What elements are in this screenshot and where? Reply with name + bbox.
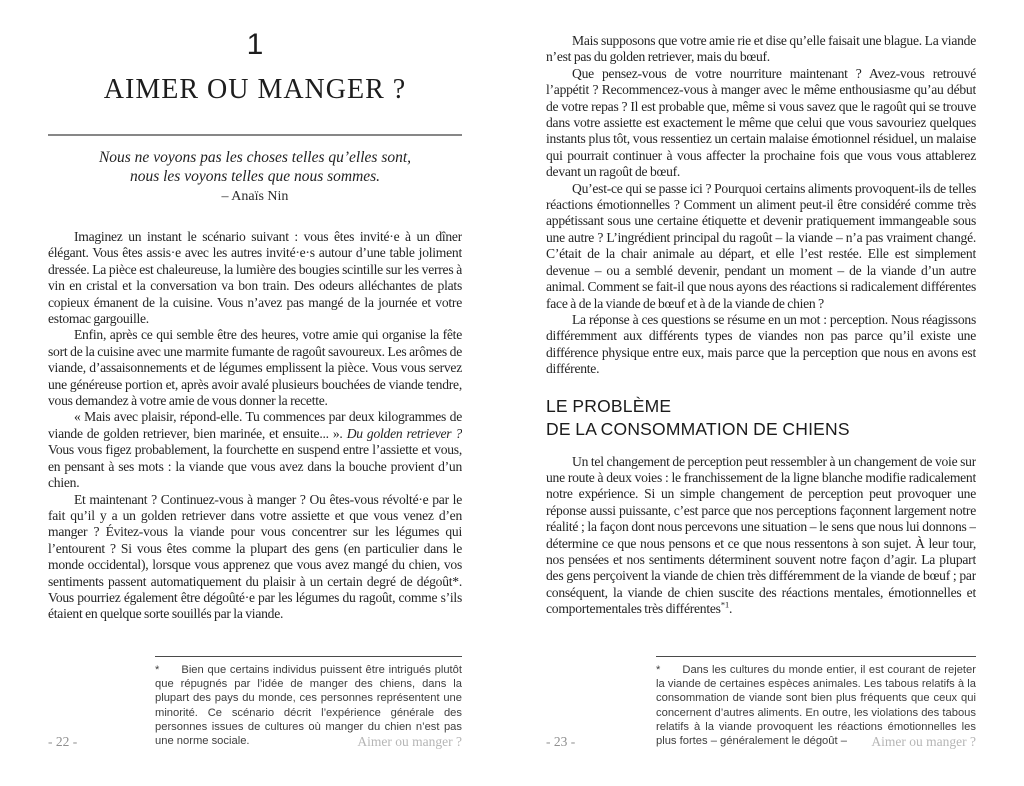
body-text-right	[546, 33, 976, 655]
epigraph-line-2: nous les voyons telles que nous sommes.	[129, 167, 381, 185]
body-paragraph: Imaginez un instant le scénario suivant : vous êtes invité·e à un dîner élégant. Vous êtes assis·e avec les autres invité·e·s autour d’une table joliment dressée. La pièce est chaleureuse, la lumière des bougies scintille sur les verres à vin en cristal et la conversation va bon train. Des odeurs alléchantes de plats copieux émanent de la cuisine. Vous n’avez pas mangé de la journée et votre estomac gargouille.	[48, 229, 462, 327]
chapter-number: 1	[246, 28, 264, 61]
body-paragraph: Enfin, après ce qui semble être des heures, votre amie qui organise la fête sort de la cuisine avec une marmite fumante de ragoût savoureux. Les arômes de viande, d’assaisonnements et de légumes emplissent la pièce. Vous vous servez une généreuse portion et, après avoir avalé plusieurs bouchées de viande tendre, vous demandez à votre amie de vous donner la recette.	[48, 327, 462, 409]
footnote-body-left: Bien que certains individus puissent être intrigués plutôt que répugnés par l’idée de manger des chiens, dans la plupart des pays du monde, ces personnes représentent une minorité. Ce scénario décrit l’expérience générale des personnes issues de cultures où manger du chien n’est pas une norme sociale.	[155, 664, 462, 748]
footnote-body-right: Dans les cultures du monde entier, il est courant de rejeter la viande de certaines espèces animales. Les tabous relatifs à la consommation de viande sont bien plus fréquents que ceux qui concernent d’autres aliments. En outre, les violations des tabous relatifs à la viande provoquent les réactions émotionnelles les plus fortes – généralement le dégoût –	[656, 664, 976, 748]
page-number-right: - 23 -	[546, 734, 576, 749]
footnote-rule-right	[656, 656, 976, 657]
page-right	[546, 0, 976, 786]
section-heading	[546, 395, 976, 441]
page-left	[48, 0, 462, 786]
section-heading-line-1: LE PROBLÈME	[546, 395, 672, 416]
title-rule	[48, 134, 462, 136]
section-heading-line-2: DE LA CONSOMMATION DE CHIENS	[546, 418, 850, 439]
body-paragraph: « Mais avec plaisir, répond-elle. Tu commences par deux kilogrammes de viande de golden retriever, bien marinée, et ensuite... ». Du golden retriever ? Vous vous figez probablement, la fourchette en suspend entre l’assiette et vous, en pensant à ses mots : la viande que vous avez dans la bouche provient d’un chien.	[48, 409, 462, 491]
body-paragraph: Un tel changement de perception peut ressembler à un changement de voie sur une route à deux voies : le franchissement de la ligne blanche modifie radicalement notre expérience. Si un simple changement de perception peut provoquer une réponse aussi puissante, c’est parce que nos perceptions façonnent largement notre réalité ; la façon dont nous percevons une situation – le sens que nous lui donnons – détermine ce que nous pensons et ce que nous ressentons à son sujet. À leur tour, nos pensées et nos sentiments déterminent souvent notre façon d’agir. La plupart des gens perçoivent la viande de chien très différemment de la viande de bœuf ; par conséquent, la viande de chien suscite des réactions mentales, émotionnelles et comportementales très différentes$^{*1}$.	[546, 453, 976, 617]
running-title-right: Aimer ou manger ?	[871, 734, 976, 749]
epigraph	[48, 149, 462, 207]
page-footer-right	[546, 734, 976, 750]
body-paragraph: Qu’est-ce qui se passe ici ? Pourquoi certains aliments provoquent-ils de telles réactions émotionnelles ? Comment un aliment peut-il être considéré comme très appétissant sous une certaine étiquette et devenir pratiquement immangeable sous une autre ? L’ingrédient principal du ragoût – la viande – n’a pas vraiment changé. C’était de la chair animale au départ, et elle l’est restée. Elle est simplement devenue – ou a semblé devenir, pendant un moment – de la viande d’un autre animal. Comment se fait-il que nous ayons des réactions si radicalement différentes face à de la viande de bœuf et à de la viande de chien ?	[546, 180, 976, 311]
running-title-left: Aimer ou manger ?	[357, 734, 462, 749]
footnote-marker-right: *	[656, 664, 661, 676]
body-paragraph: Que pensez-vous de votre nourriture maintenant ? Avez-vous retrouvé l’appétit ? Recommencez-vous à manger avec le même enthousiasme qu’au début de votre repas ? Il est probable que, même si vous savez que le ragoût qui se trouve dans votre assiette est exactement le même que celui que vous savouriez quelques instants plus tôt, vous ressentiez un certain malaise émotionnel résiduel, un malaise qui pourrait continuer à vous affecter la prochaine fois que vous vous attablerez devant un ragoût de bœuf.	[546, 65, 976, 180]
body-paragraph: Mais supposons que votre amie rie et dise qu’elle faisait une blague. La viande n’est pas du golden retriever, mais du bœuf.	[546, 33, 976, 65]
body-text-left	[48, 229, 462, 657]
page-footer-left	[48, 734, 462, 750]
body-paragraph: La réponse à ces questions se résume en un mot : perception. Nous réagissons différemment aux différents types de viandes non pas parce qu’il existe une différence physique entre eux, mais parce que la perception que nous en avons est différente.	[546, 311, 976, 377]
chapter-title: AIMER OU MANGER ?	[103, 74, 407, 105]
epigraph-line-1: Nous ne voyons pas les choses telles qu’elles sont,	[98, 149, 412, 166]
footnote-rule-left	[155, 656, 462, 657]
epigraph-attribution: – Anaïs Nin	[221, 189, 289, 204]
paragraphs-before-heading	[546, 33, 976, 378]
body-paragraph: Et maintenant ? Continuez-vous à manger ? Ou êtes-vous révolté·e par le fait qu’il y a un golden retriever dans votre assiette et que vous venez d’en manger ? Évitez-vous la viande pour vous concentrer sur les légumes qui l’entourent ? Si vous êtes comme la plupart des gens (en particulier dans le monde occidental), lorsque vous apprenez que vous avez mangé du chien, vos sentiments passent automatiquement du plaisir à un certain degré de dégoût*. Vous pourriez également être dégoûté·e par les légumes du ragoût, comme s’ils étaient en quelque sorte souillés par la viande.	[48, 491, 462, 622]
footnote-marker-left: *	[155, 664, 160, 676]
page-number-left: - 22 -	[48, 734, 78, 749]
paragraphs-after-heading	[546, 454, 976, 618]
